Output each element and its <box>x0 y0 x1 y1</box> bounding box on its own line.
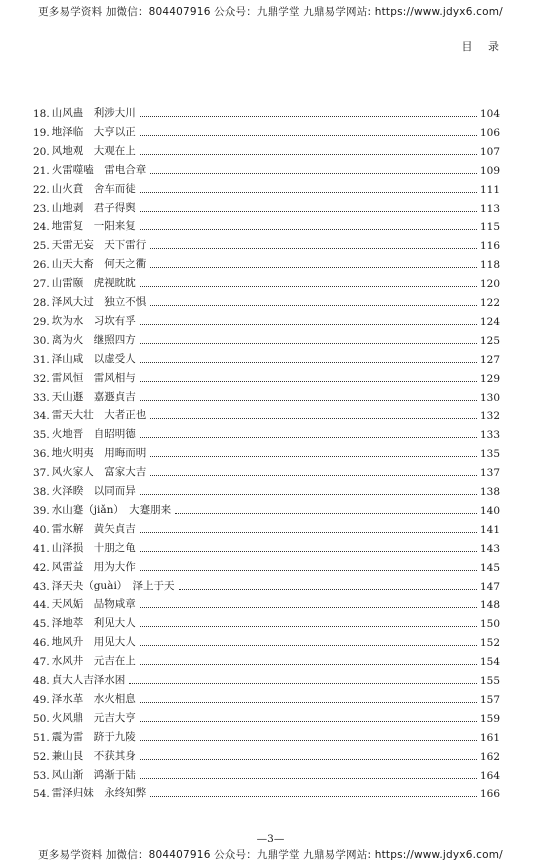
toc-entry-number: 46. <box>33 637 50 650</box>
toc-entry-title: 震为雷 跻于九陵 <box>51 730 136 743</box>
toc-entry-page: 157 <box>479 693 500 706</box>
dot-leader <box>140 740 477 741</box>
toc-entry-number: 51. <box>33 731 50 744</box>
toc-entry[interactable] <box>33 616 500 630</box>
toc-entry-number: 47. <box>33 656 50 669</box>
toc-entry[interactable] <box>33 106 500 120</box>
toc-entry-page: 104 <box>479 108 500 120</box>
toc-entry-title: 水山蹇（jiǎn） 大蹇朋来 <box>51 503 172 516</box>
toc-entry-page: 111 <box>479 183 500 196</box>
dot-leader <box>150 305 477 306</box>
toc-entry-number: 48. <box>33 675 50 687</box>
toc-entry[interactable] <box>33 276 500 290</box>
dot-leader <box>140 664 477 665</box>
toc-entry-number: 38. <box>33 486 50 498</box>
toc-entry-page: 143 <box>479 542 500 555</box>
toc-entry-number: 36. <box>33 448 50 461</box>
toc-entry-title: 山地剥 君子得舆 <box>51 201 136 214</box>
toc-entry-page: 132 <box>479 410 500 423</box>
dot-leader <box>140 532 477 533</box>
toc-entry-page: 138 <box>479 486 500 498</box>
toc-entry-page: 109 <box>479 164 500 177</box>
toc-entry-number: 30. <box>33 334 50 347</box>
toc-entry-page: 150 <box>479 618 500 631</box>
toc-entry[interactable] <box>33 749 500 763</box>
toc-entry-number: 27. <box>33 278 50 291</box>
toc-entry-title: 山风蛊 利涉大川 <box>51 107 136 119</box>
toc-entry[interactable] <box>33 673 500 687</box>
dot-leader <box>150 267 477 268</box>
toc-entry-number: 50. <box>33 712 50 725</box>
dot-leader <box>140 343 477 344</box>
dot-leader <box>140 437 477 438</box>
toc-entry-title: 山泽损 十朋之龟 <box>51 541 136 554</box>
toc-entry-title: 天山遯 嘉遯貞吉 <box>51 390 136 403</box>
toc-entry[interactable] <box>33 446 500 460</box>
dot-leader <box>140 229 477 230</box>
toc-entry[interactable] <box>33 144 500 158</box>
toc-entry-number: 23. <box>33 202 50 215</box>
toc-entry-number: 34. <box>33 410 50 423</box>
toc-entry-page: 162 <box>479 750 500 763</box>
toc-entry[interactable] <box>33 560 500 574</box>
toc-entry-number: 45. <box>33 618 50 631</box>
toc-entry-number: 19. <box>33 126 50 139</box>
toc-entry[interactable] <box>33 484 500 498</box>
toc-entry-number: 28. <box>33 297 50 309</box>
toc-entry-title: 天风姤 品物咸章 <box>51 598 136 611</box>
toc-entry-page: 155 <box>479 675 500 687</box>
toc-entry[interactable] <box>33 371 500 385</box>
toc-entry[interactable] <box>33 125 500 139</box>
toc-entry[interactable] <box>33 786 500 800</box>
toc-entry-page: 120 <box>479 278 500 291</box>
toc-entry-page: 154 <box>479 656 500 669</box>
toc-entry-title: 兼山艮 不获其身 <box>51 749 136 762</box>
toc-entry-number: 35. <box>33 429 50 442</box>
toc-entry-title: 坎为水 习坎有孚 <box>51 314 136 327</box>
toc-entry-page: 107 <box>479 145 500 158</box>
toc-entry-number: 29. <box>33 315 50 328</box>
toc-entry-page: 145 <box>479 561 500 574</box>
dot-leader <box>140 494 477 495</box>
toc-entry-page: 164 <box>479 769 500 782</box>
toc-entry[interactable] <box>33 295 500 309</box>
toc-entry-page: 130 <box>479 391 500 404</box>
section-title: 目 录 <box>461 40 505 53</box>
toc-entry[interactable] <box>33 711 500 725</box>
toc-entry[interactable] <box>33 219 500 233</box>
toc-entry-page: 140 <box>479 504 500 517</box>
toc-entry-title: 火雷噬嗑 雷电合章 <box>51 163 147 176</box>
toc-entry[interactable] <box>33 201 500 215</box>
dot-leader <box>175 513 477 514</box>
toc-entry-number: 32. <box>33 372 50 385</box>
dot-leader <box>140 192 477 193</box>
toc-entry-number: 37. <box>33 467 50 480</box>
toc-entry-title: 风火家人 富家大吉 <box>51 466 147 479</box>
toc-entry[interactable] <box>33 238 500 252</box>
dot-leader <box>140 570 477 571</box>
toc-entry[interactable] <box>33 522 500 536</box>
toc-entry-title: 泽地萃 利见大人 <box>51 617 136 630</box>
dot-leader <box>179 589 477 590</box>
toc-entry-title: 火风鼎 元吉大亨 <box>51 711 136 724</box>
toc-entry-title: 雷泽归妹 永终知弊 <box>51 787 147 800</box>
toc-entry-page: 127 <box>479 353 500 366</box>
toc-entry-page: 141 <box>479 523 500 536</box>
toc-entry-page: 148 <box>479 599 500 612</box>
toc-entry-title: 风地观 大观在上 <box>51 144 136 157</box>
toc-entry[interactable] <box>33 768 500 782</box>
toc-entry-number: 54. <box>33 788 50 801</box>
dot-leader <box>140 702 477 703</box>
toc-entry[interactable] <box>33 692 500 706</box>
toc-entry-page: 161 <box>479 731 500 744</box>
toc-entry[interactable] <box>33 597 500 611</box>
toc-entry-title: 地雷复 一阳来复 <box>51 220 136 233</box>
dot-leader <box>140 778 477 779</box>
dot-leader <box>140 324 477 325</box>
dot-leader <box>140 362 477 363</box>
toc-entry-number: 25. <box>33 240 50 253</box>
dot-leader <box>140 381 477 382</box>
toc-entry-page: 115 <box>479 221 500 234</box>
toc-entry-page: 118 <box>479 259 500 272</box>
dot-leader <box>140 721 477 722</box>
toc-entry-title: 貞大人吉泽水困 <box>51 674 126 686</box>
dot-leader <box>129 683 477 684</box>
toc-entry-number: 31. <box>33 353 50 366</box>
toc-entry[interactable] <box>33 541 500 555</box>
toc-entry[interactable] <box>33 635 500 649</box>
toc-entry-title: 泽山咸 以虚受人 <box>51 352 136 365</box>
toc-entry[interactable] <box>33 465 500 479</box>
dot-leader <box>140 135 477 136</box>
dot-leader <box>140 154 477 155</box>
toc-entry-number: 53. <box>33 769 50 782</box>
toc-entry-title: 雷风恒 雷风相与 <box>51 371 136 384</box>
toc-entry[interactable] <box>33 352 500 366</box>
toc-entry-page: 166 <box>479 788 500 801</box>
toc-entry-page: 113 <box>479 202 500 215</box>
toc-entry[interactable] <box>33 163 500 177</box>
dot-leader <box>150 248 477 249</box>
toc-entry-title: 火泽睽 以同而异 <box>51 485 136 497</box>
toc-entry-number: 44. <box>33 599 50 612</box>
toc-entry[interactable] <box>33 390 500 404</box>
toc-entry-title: 地风升 用见大人 <box>51 636 136 649</box>
toc-entry[interactable] <box>33 654 500 668</box>
dot-leader <box>150 796 477 797</box>
toc-entry-title: 泽风大过 独立不惧 <box>51 296 147 308</box>
toc-entry-title: 山天大畜 何天之衢 <box>51 258 147 271</box>
dot-leader <box>140 759 477 760</box>
toc-entry-page: 133 <box>479 429 500 442</box>
dot-leader <box>140 400 477 401</box>
toc-entry-title: 山雷颐 虎视眈眈 <box>51 277 136 290</box>
toc-entry-title: 地泽临 大亨以正 <box>51 125 136 138</box>
toc-entry-title: 离为火 继照四方 <box>51 333 136 346</box>
toc-entry-title: 地火明夷 用晦而明 <box>51 447 147 460</box>
toc-entry-number: 26. <box>33 259 50 272</box>
toc-entry-number: 43. <box>33 580 50 593</box>
toc-entry-page: 116 <box>479 240 500 253</box>
toc-entry-number: 39. <box>33 504 50 517</box>
toc-entry-title: 天雷无妄 天下雷行 <box>51 239 147 252</box>
dot-leader <box>140 286 477 287</box>
toc-entry[interactable] <box>33 730 500 744</box>
toc-entry-page: 159 <box>479 712 500 725</box>
toc-entry-title: 风山渐 鸿渐于陆 <box>51 768 136 781</box>
toc-entry-page: 124 <box>479 315 500 328</box>
dot-leader <box>150 475 477 476</box>
toc-entry[interactable] <box>33 314 500 328</box>
toc-entry-title: 风雷益 用为大作 <box>51 560 136 573</box>
toc-entry-page: 152 <box>479 637 500 650</box>
toc-entry[interactable] <box>33 257 500 271</box>
toc-entry-number: 42. <box>33 561 50 574</box>
page-number: —3— <box>256 833 285 845</box>
toc-entry-title: 雷水解 黄矢貞吉 <box>51 522 136 535</box>
toc-entry-number: 18. <box>33 108 50 120</box>
toc-entry-number: 33. <box>33 391 50 404</box>
toc-entry-page: 129 <box>479 372 500 385</box>
toc-entry[interactable] <box>33 579 500 593</box>
toc-entry-number: 40. <box>33 523 50 536</box>
toc-entry[interactable] <box>33 503 500 517</box>
dot-leader <box>150 418 477 419</box>
dot-leader <box>140 551 477 552</box>
toc-entry-page: 122 <box>479 297 500 309</box>
toc-entry-number: 49. <box>33 693 50 706</box>
toc-entry-page: 106 <box>479 126 500 139</box>
toc-entry-number: 52. <box>33 750 50 763</box>
toc-entry-title: 山火賁 舍车而徒 <box>51 182 136 195</box>
toc-entry-title: 雷天大壮 大者正也 <box>51 409 147 422</box>
dot-leader <box>140 626 477 627</box>
dot-leader <box>140 607 477 608</box>
toc-entry-title: 水风井 元吉在上 <box>51 655 136 668</box>
dot-leader <box>150 173 477 174</box>
header-watermark-top: 更多易学资料 加微信：804407916 公众号：九鼎学堂 九鼎易学网站: https://www.jdyx6.com/ <box>38 6 503 18</box>
toc-entry-page: 125 <box>479 334 500 347</box>
toc-entry-title: 泽天夬（guài） 泽上于天 <box>51 579 175 592</box>
toc-entry-page: 147 <box>479 580 500 593</box>
toc-entry-title: 泽水革 水火相息 <box>51 692 136 705</box>
toc-entry[interactable] <box>33 333 500 347</box>
dot-leader <box>140 645 477 646</box>
header-watermark-bottom: 更多易学资料 加微信：804407916 公众号：九鼎学堂 九鼎易学网站: https://www.jdyx6.com/ <box>38 849 503 861</box>
toc-entry-page: 137 <box>479 467 500 480</box>
dot-leader <box>150 456 477 457</box>
toc-entry-number: 22. <box>33 183 50 196</box>
toc-entry[interactable] <box>33 427 500 441</box>
toc-entry-number: 20. <box>33 145 50 158</box>
dot-leader <box>140 116 477 117</box>
toc-entry-page: 135 <box>479 448 500 461</box>
toc-entry[interactable] <box>33 408 500 422</box>
toc-entry-title: 火地晋 自昭明德 <box>51 428 136 441</box>
toc-entry[interactable] <box>33 182 500 196</box>
toc-entry-number: 21. <box>33 164 50 177</box>
toc-entry-number: 24. <box>33 221 50 234</box>
dot-leader <box>140 211 477 212</box>
toc-entry-number: 41. <box>33 542 50 555</box>
